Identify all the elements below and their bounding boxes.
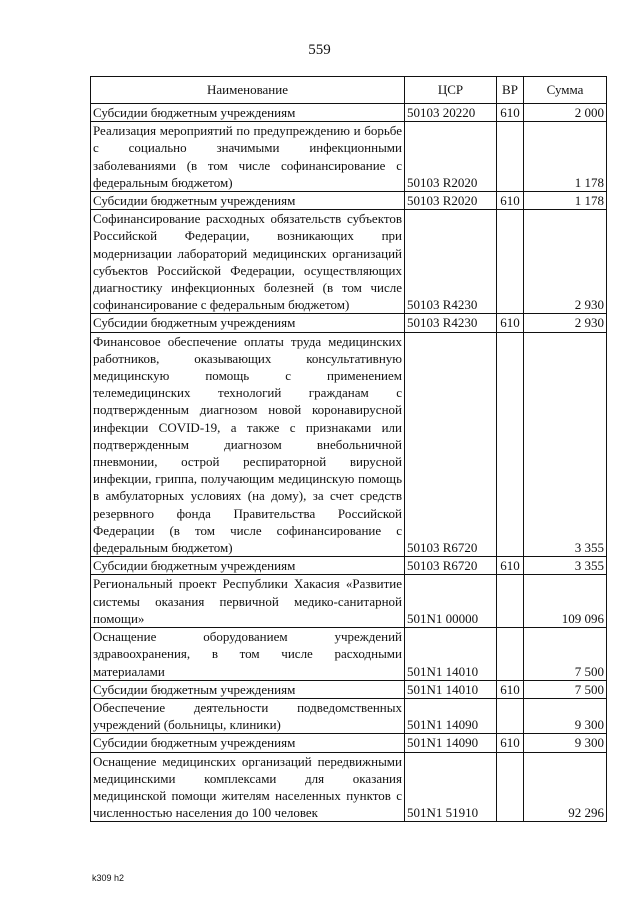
row-csr: 50103 R6720	[405, 332, 497, 557]
row-csr: 501N1 14010	[405, 680, 497, 698]
row-name: Региональный проект Республики Хакасия «Развитие системы оказания первичной медико-санитарной помощи»	[91, 575, 405, 628]
row-name: Субсидии бюджетным учреждениям	[91, 104, 405, 122]
table-row	[91, 122, 607, 192]
row-vr: 610	[497, 557, 524, 575]
row-vr	[497, 698, 524, 733]
row-csr: 50103 R4230	[405, 210, 497, 314]
row-csr: 501N1 14010	[405, 628, 497, 681]
row-csr: 50103 R4230	[405, 314, 497, 332]
row-name: Субсидии бюджетным учреждениям	[91, 192, 405, 210]
row-vr: 610	[497, 192, 524, 210]
row-vr: 610	[497, 680, 524, 698]
row-sum: 2 930	[524, 210, 607, 314]
row-sum: 109 096	[524, 575, 607, 628]
row-sum: 9 300	[524, 698, 607, 733]
row-csr: 50103 R6720	[405, 557, 497, 575]
table-row	[91, 680, 607, 698]
row-vr: 610	[497, 314, 524, 332]
table-row	[91, 332, 607, 557]
row-vr	[497, 628, 524, 681]
row-vr	[497, 122, 524, 192]
row-name: Софинансирование расходных обязательств субъектов Российской Федерации, возникающих при модернизации лабораторий медицинских организаций субъектов Российской Федерации, осуществляющих диагностику инфекционных болезней (в том числе софинансирование с федеральным бюджетом)	[91, 210, 405, 314]
row-name: Субсидии бюджетным учреждениям	[91, 680, 405, 698]
page-number: 559	[308, 42, 331, 58]
row-csr: 50103 R2020	[405, 192, 497, 210]
row-name: Оснащение оборудованием учреждений здравоохранения, в том числе расходными материалами	[91, 628, 405, 681]
row-sum: 7 500	[524, 680, 607, 698]
row-sum: 2 930	[524, 314, 607, 332]
row-name: Реализация мероприятий по предупреждению и борьбе с социально значимыми инфекционными заболеваниями (в том числе софинансирование с федеральным бюджетом)	[91, 122, 405, 192]
table-row	[91, 752, 607, 822]
row-name: Финансовое обеспечение оплаты труда медицинских работников, оказывающих консультативную медицинскую помощь с применением телемедицинских технологий гражданам с подтвержденным диагнозом новой коронавирусной инфекции COVID-19, а также с признаками или подтвержденным диагнозом внебольничной пневмонии, острой респираторной вирусной инфекции, гриппа, получающим медицинскую помощь в амбулаторных условиях (на дому), за счет средств резервного фонда Правительства Российской Федерации (в том числе софинансирование с федеральным бюджетом)	[91, 332, 405, 557]
row-name: Обеспечение деятельности подведомственных учреждений (больницы, клиники)	[91, 698, 405, 733]
table-row	[91, 314, 607, 332]
row-name: Оснащение медицинских организаций передвижными медицинскими комплексами для оказания медицинской помощи жителям населенных пунктов с численностью населения до 100 человек	[91, 752, 405, 822]
row-csr: 501N1 14090	[405, 698, 497, 733]
row-vr	[497, 210, 524, 314]
header-name: Наименование	[91, 77, 405, 104]
budget-table	[90, 76, 607, 822]
row-sum: 1 178	[524, 122, 607, 192]
header-vr: ВР	[497, 77, 524, 104]
row-vr: 610	[497, 104, 524, 122]
row-name: Субсидии бюджетным учреждениям	[91, 314, 405, 332]
table-header-row	[91, 77, 607, 104]
row-vr	[497, 332, 524, 557]
row-name: Субсидии бюджетным учреждениям	[91, 734, 405, 752]
row-sum: 9 300	[524, 734, 607, 752]
table-row	[91, 192, 607, 210]
row-vr	[497, 752, 524, 822]
table-row	[91, 734, 607, 752]
row-vr: 610	[497, 734, 524, 752]
row-csr: 501N1 00000	[405, 575, 497, 628]
table-row	[91, 628, 607, 681]
row-sum: 3 355	[524, 332, 607, 557]
row-sum: 3 355	[524, 557, 607, 575]
row-csr: 50103 R2020	[405, 122, 497, 192]
row-csr: 501N1 14090	[405, 734, 497, 752]
row-csr: 501N1 51910	[405, 752, 497, 822]
header-csr: ЦСР	[405, 77, 497, 104]
table-row	[91, 575, 607, 628]
row-sum: 7 500	[524, 628, 607, 681]
table-row	[91, 698, 607, 733]
footer-code: k309 h2	[92, 873, 125, 883]
row-name: Субсидии бюджетным учреждениям	[91, 557, 405, 575]
table-row	[91, 557, 607, 575]
table-row	[91, 104, 607, 122]
row-sum: 2 000	[524, 104, 607, 122]
row-sum: 1 178	[524, 192, 607, 210]
row-csr: 50103 20220	[405, 104, 497, 122]
table-row	[91, 210, 607, 314]
row-vr	[497, 575, 524, 628]
row-sum: 92 296	[524, 752, 607, 822]
header-sum: Сумма	[524, 77, 607, 104]
